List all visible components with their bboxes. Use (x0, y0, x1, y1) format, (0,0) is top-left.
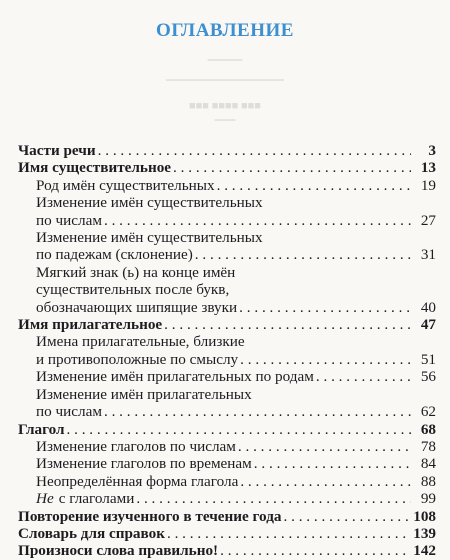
dot-leader (239, 299, 411, 316)
toc-entry (18, 490, 436, 507)
table-of-contents (18, 142, 436, 560)
dot-leader (220, 542, 410, 559)
dot-leader (284, 508, 411, 525)
toc-entry-text: Словарь для справок (18, 524, 165, 542)
toc-page-number: 31 (420, 246, 436, 264)
show-through-decoration: ▔▔▔ (214, 120, 236, 130)
toc-entry-text: Изменение глаголов по временам (36, 455, 252, 473)
toc-entry-text: Изменение глаголов по числам (36, 437, 236, 455)
toc-entry (18, 542, 436, 559)
toc-entry-text: Изменение имён прилагательных (36, 385, 252, 403)
toc-entry (18, 333, 436, 368)
toc-page-number: 51 (420, 350, 436, 368)
toc-entry (18, 194, 436, 229)
dot-leader (164, 316, 411, 333)
toc-entry (18, 508, 436, 525)
toc-entry (18, 316, 436, 333)
toc-entry-text: Изменение имён существительных (36, 229, 263, 247)
toc-entry (18, 386, 436, 421)
dot-leader (173, 159, 411, 176)
toc-entry-text: Глагол (18, 420, 65, 438)
toc-entry-text: существительных после букв, (36, 281, 230, 299)
toc-page-number: 56 (420, 368, 436, 386)
toc-entry-text: Изменение имён существительных (36, 194, 263, 212)
toc-entry-text: обозначающих шипящие звуки (36, 298, 238, 316)
toc-entry-text: Изменение имён прилагательных по родам (36, 368, 314, 386)
toc-entry-text: по числам (36, 403, 102, 421)
toc-entry (18, 177, 436, 194)
toc-entry-prefix: Не (36, 490, 54, 508)
toc-entry-text: Произноси слова правильно! (18, 542, 219, 560)
toc-entry-text: Имена прилагательные, близкие (36, 333, 245, 351)
toc-entry (18, 438, 436, 455)
toc-entry-text: Части речи (18, 142, 96, 159)
toc-entry (18, 229, 436, 264)
dot-leader (67, 421, 412, 438)
toc-page-number: 68 (420, 420, 436, 438)
toc-page-number: 13 (420, 159, 436, 177)
dot-leader (240, 351, 411, 368)
toc-page-number: 3 (428, 142, 436, 159)
dot-leader (136, 490, 411, 507)
toc-page-number: 99 (420, 490, 436, 508)
toc-entry-text: с глаголами (58, 490, 135, 508)
toc-entry-text: и противоположные по смыслу (36, 350, 239, 368)
toc-entry-text: Имя существительное (18, 159, 172, 177)
toc-page-number: 47 (420, 316, 436, 334)
toc-entry (18, 159, 436, 176)
dot-leader (238, 438, 411, 455)
toc-entry-text: Неопределённая форма глагола (36, 472, 239, 490)
toc-entry-text: по числам (36, 211, 102, 229)
dot-leader (316, 368, 411, 385)
show-through-decoration: ▔▔▔▔▔▔▔▔▔▔▔▔▔▔▔▔▔ (166, 80, 284, 90)
toc-entry (18, 421, 436, 438)
toc-entry-text: по падежам (склонение) (36, 246, 193, 264)
show-through-decoration: ▔▔▔▔▔ (207, 60, 243, 70)
dot-leader (104, 403, 411, 420)
toc-page-number: 78 (420, 437, 436, 455)
toc-entry-text: Род имён существительных (36, 176, 215, 194)
toc-entry (18, 525, 436, 542)
toc-page-number: 84 (420, 455, 436, 473)
toc-page-number: 40 (420, 298, 436, 316)
toc-entry-text: Мягкий знак (ь) на конце имён (36, 263, 236, 281)
toc-entry-text: Повторение изученного в течение года (18, 507, 282, 525)
toc-entry-text: Имя прилагательное (18, 316, 163, 334)
toc-page-number: 108 (413, 507, 436, 525)
toc-page-number: 19 (420, 176, 436, 194)
dot-leader (240, 473, 411, 490)
toc-entry (18, 473, 436, 490)
toc-page-number: 88 (420, 472, 436, 490)
toc-page-number: 27 (420, 211, 436, 229)
toc-page-number: 139 (413, 524, 436, 542)
toc-entry (18, 368, 436, 385)
dot-leader (195, 246, 411, 263)
toc-entry (18, 142, 436, 159)
dot-leader (217, 177, 411, 194)
toc-page-number: 62 (420, 403, 436, 421)
toc-page-number: 142 (413, 542, 436, 560)
toc-entry (18, 264, 436, 316)
dot-leader (254, 455, 411, 472)
dot-leader (104, 212, 411, 229)
toc-entry (18, 455, 436, 472)
page-title: ОГЛАВЛЕНИЕ (156, 20, 294, 41)
show-through-decoration: ■■■ ■■■■ ■■■ (189, 100, 261, 112)
dot-leader (98, 142, 411, 159)
dot-leader (167, 525, 410, 542)
